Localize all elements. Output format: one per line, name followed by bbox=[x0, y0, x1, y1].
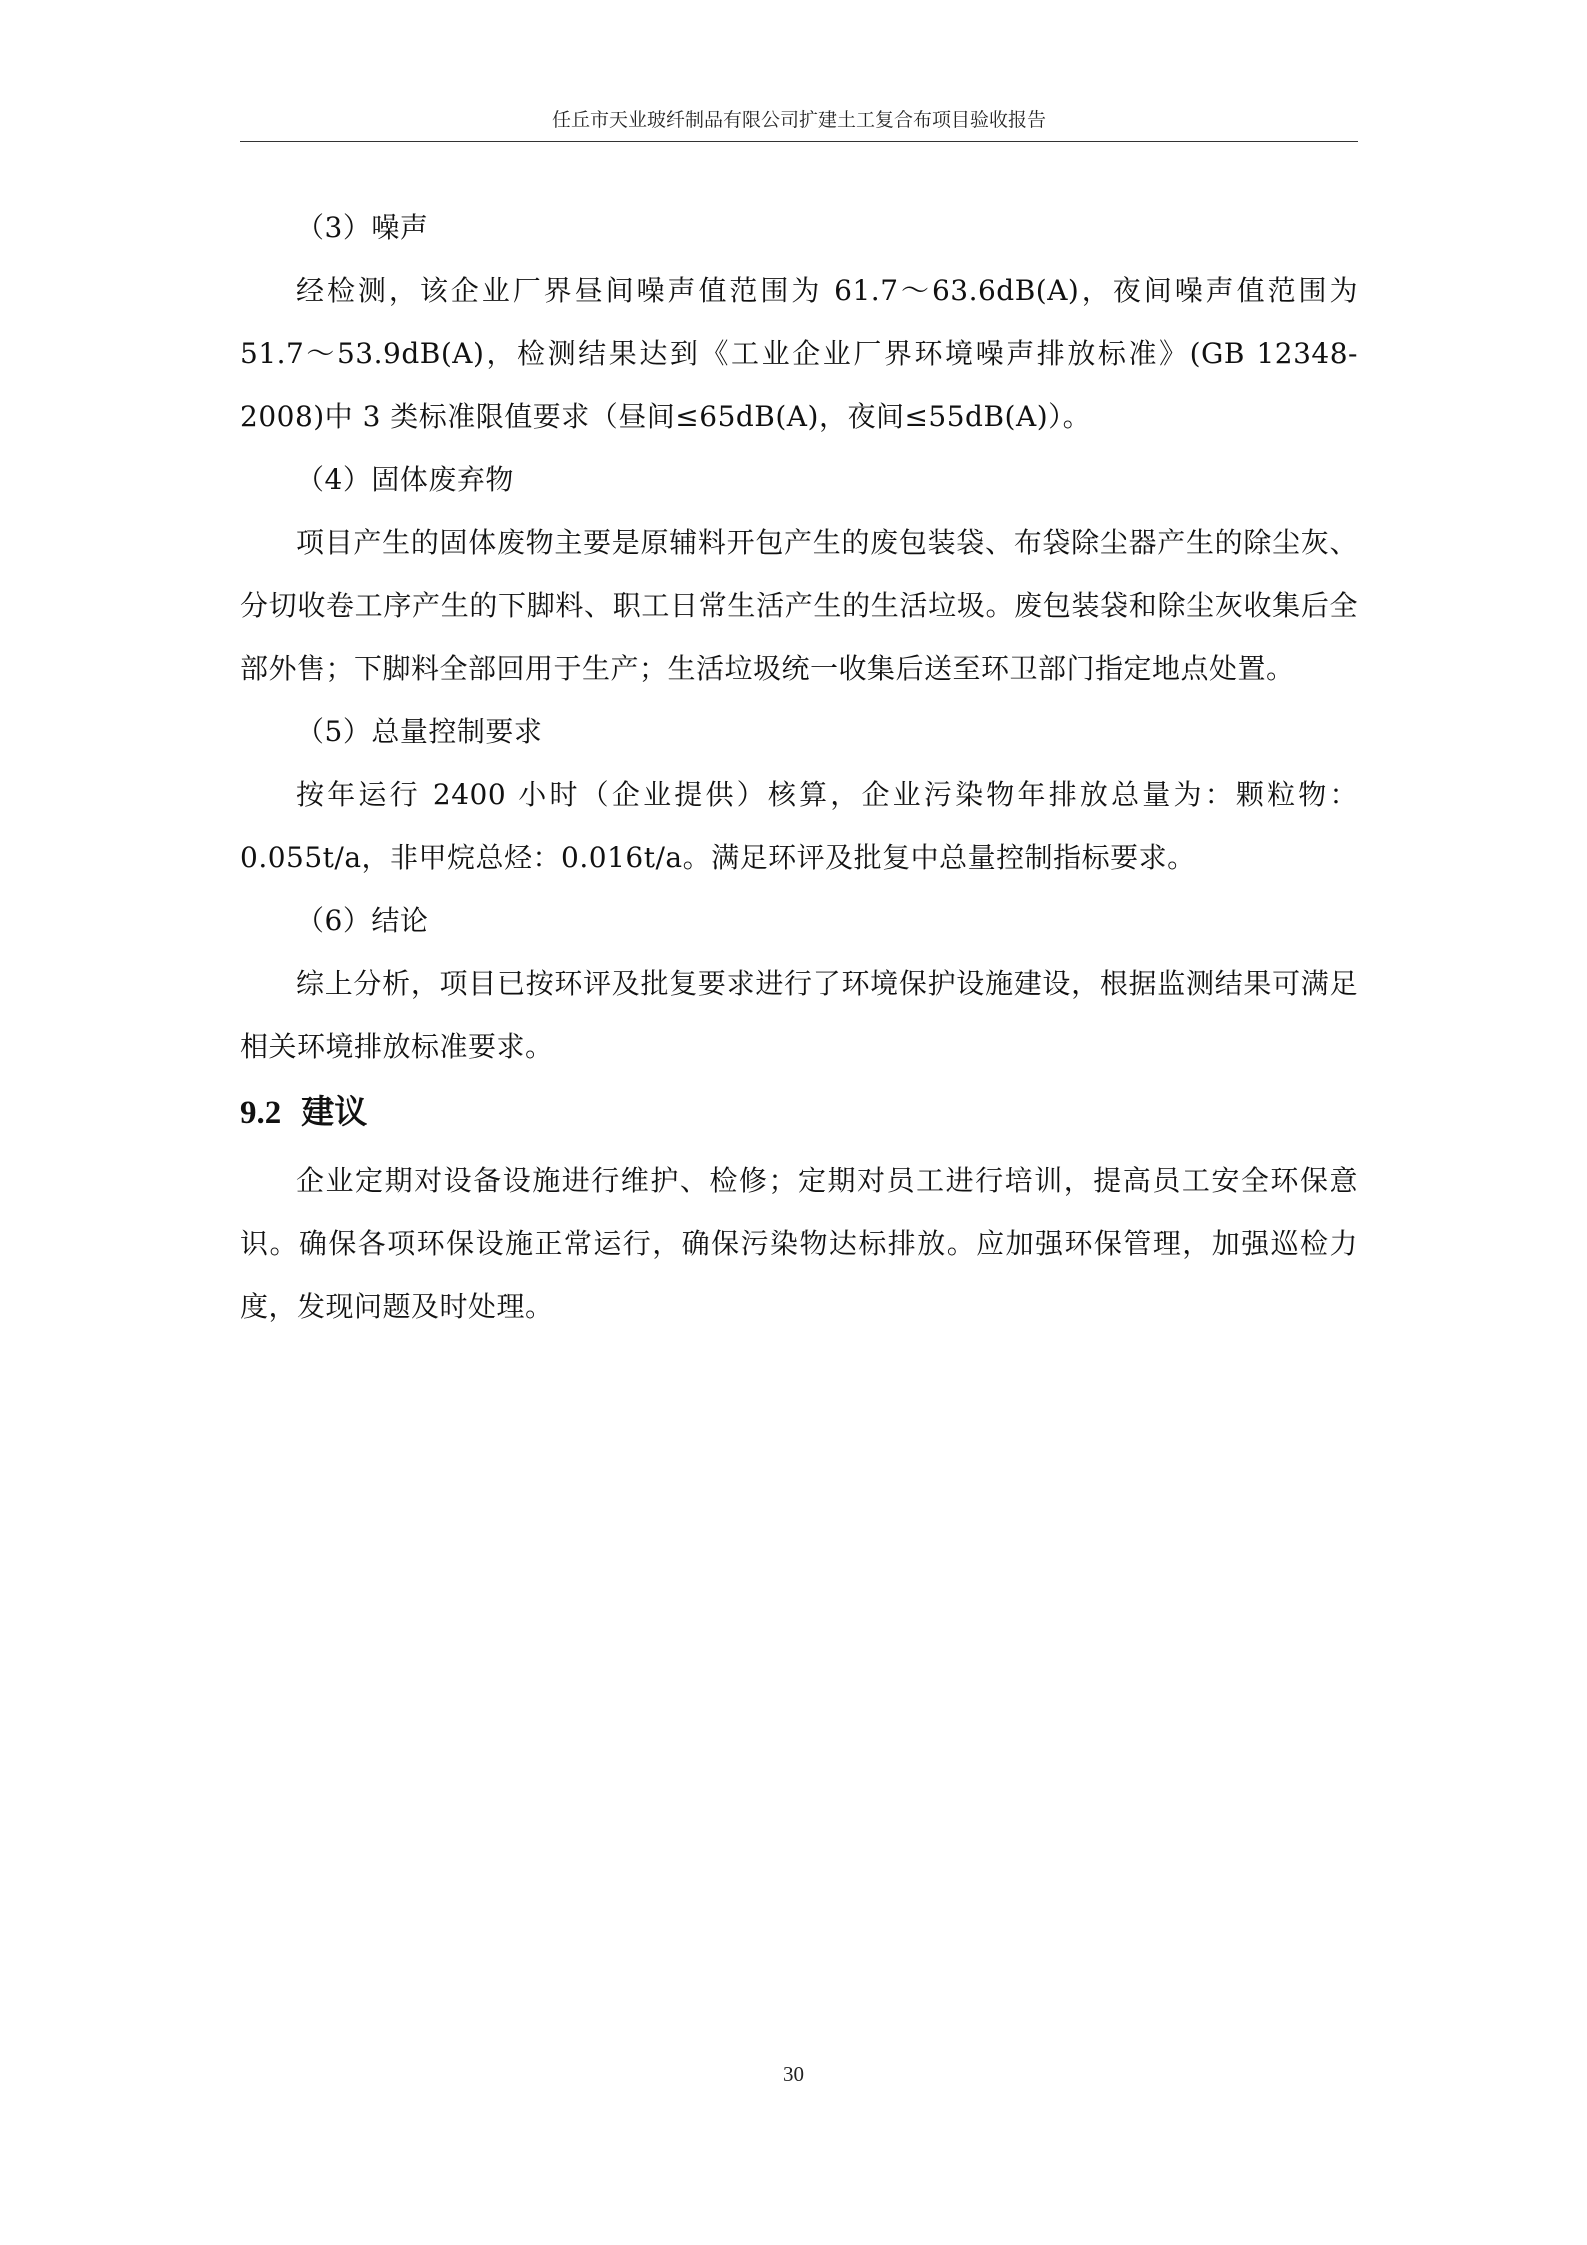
suggestion-paragraph: 企业定期对设备设施进行维护、检修；定期对员工进行培训，提高员工安全环保意识。确保各项环保设施正常运行，确保污染物达标排放。应加强环保管理，加强巡检力度，发现问题及时处理。 bbox=[240, 1164, 1358, 1323]
conclusion-paragraph: 综上分析，项目已按环评及批复要求进行了环境保护设施建设，根据监测结果可满足相关环境排放标准要求。 bbox=[240, 967, 1358, 1063]
page-body bbox=[240, 196, 1358, 1338]
section-title: 建议 bbox=[301, 1092, 368, 1131]
noise-heading: （3）噪声 bbox=[296, 211, 429, 244]
page-number: 30 bbox=[783, 2062, 804, 2086]
noise-paragraph: 经检测，该企业厂界昼间噪声值范围为 61.7～63.6dB(A)，夜间噪声值范围为 51.7～53.9dB(A)，检测结果达到《工业企业厂界环境噪声排放标准》(GB 12348-2008)中 3 类标准限值要求（昼间≤65dB(A)，夜间≤55dB(A)）。 bbox=[240, 274, 1358, 433]
section-heading bbox=[240, 1080, 1358, 1145]
solid-waste-heading: （4）固体废弃物 bbox=[296, 463, 514, 496]
total-control-paragraph: 按年运行 2400 小时（企业提供）核算，企业污染物年排放总量为：颗粒物：0.055t/a，非甲烷总烃：0.016t/a。满足环评及批复中总量控制指标要求。 bbox=[240, 778, 1358, 874]
header-rule bbox=[240, 141, 1358, 142]
section-number: 9.2 bbox=[240, 1095, 282, 1131]
total-control-heading: （5）总量控制要求 bbox=[296, 715, 543, 748]
solid-waste-paragraph: 项目产生的固体废物主要是原辅料开包产生的废包装袋、布袋除尘器产生的除尘灰、分切收卷工序产生的下脚料、职工日常生活产生的生活垃圾。废包装袋和除尘灰收集后全部外售；下脚料全部回用于生产；生活垃圾统一收集后送至环卫部门指定地点处置。 bbox=[240, 526, 1358, 685]
running-header: 任丘市天业玻纤制品有限公司扩建土工复合布项目验收报告 bbox=[551, 109, 1046, 131]
conclusion-heading: （6）结论 bbox=[296, 904, 429, 937]
